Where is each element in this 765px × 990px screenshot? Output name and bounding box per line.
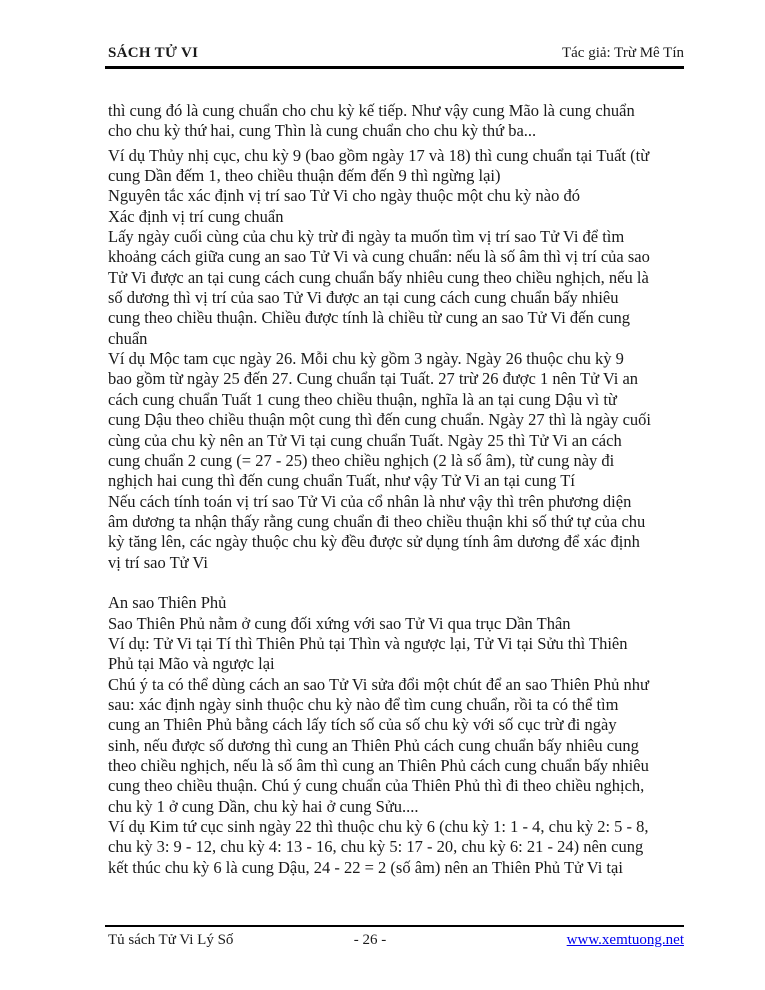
- text-line: Ví dụ Kim tứ cục sinh ngày 22 thì thuộc chu kỳ 6 (chu kỳ 1: 1 - 4, chu kỳ 2: 5 - 8,: [108, 817, 649, 837]
- page-footer: [108, 930, 684, 950]
- body-text: [108, 101, 692, 878]
- text-line: Lấy ngày cuối cùng của chu kỳ trừ đi ngày ta muốn tìm vị trí sao Tử Vi để tìm: [108, 227, 625, 247]
- page-number: - 26 -: [353, 932, 387, 948]
- text-line: kỳ tăng lên, các ngày thuộc chu kỳ đều được sử dụng tính âm dương để xác định: [108, 532, 640, 552]
- section-heading: An sao Thiên Phủ: [108, 593, 227, 613]
- footer-series-title: Tủ sách Tử Vi Lý Số: [108, 932, 234, 948]
- text-line: theo chiều nghịch, nếu là số âm thì cung an Thiên Phủ cách cung chuẩn bấy nhiêu: [108, 756, 649, 775]
- text-line: thì cung đó là cung chuẩn cho chu kỳ kế tiếp. Như vậy cung Mão là cung chuẩn: [108, 101, 635, 120]
- text-line: vị trí sao Tử Vi: [108, 552, 208, 572]
- text-line: Ví dụ Thủy nhị cục, chu kỳ 9 (bao gồm ngày 17 và 18) thì cung chuẩn tại Tuất (từ: [108, 145, 650, 165]
- book-title: SÁCH TỬ VI: [108, 45, 199, 61]
- website-link[interactable]: www.xemtuong.net: [566, 932, 684, 948]
- text-line: cùng của chu kỳ nên an Tử Vi tại cung chuẩn Tuất. Ngày 25 thì Tử Vi an cách: [108, 430, 622, 450]
- text-line: cung Dần đếm 1, theo chiều thuận đếm đến 9 thì ngừng lại): [108, 166, 501, 186]
- text-line: bao gồm từ ngày 25 đến 27. Cung chuẩn tại Tuất. 27 trừ 26 được 1 nên Tử Vi an: [108, 369, 639, 389]
- text-line: Sao Thiên Phủ nằm ở cung đối xứng với sao Tử Vi qua trục Dần Thân: [108, 613, 571, 633]
- text-line: cách cung chuẩn Tuất 1 cung theo chiều thuận, nghĩa là an tại cung Dậu vì từ: [108, 389, 617, 409]
- text-line: cung an Thiên Phủ bằng cách lấy tích số của số chu kỳ với số cục trừ đi ngày: [108, 715, 617, 735]
- text-line: Ví dụ: Tử Vi tại Tí thì Thiên Phủ tại Thìn và ngược lại, Tử Vi tại Sửu thì Thiên: [108, 633, 628, 653]
- text-line: Nếu cách tính toán vị trí sao Tử Vi của cổ nhân là như vậy thì trên phương diện: [108, 491, 632, 511]
- header-rule: [105, 66, 684, 69]
- text-line: nghịch hai cung thì đến cung chuẩn Tuất, như vậy Tử Vi an tại cung Tí: [108, 471, 575, 491]
- author-credit: Tác giả: Trừ Mê Tín: [561, 45, 684, 61]
- text-line: sau: xác định ngày sinh thuộc chu kỳ nào để tìm cung chuẩn, rồi ta có thể tìm: [108, 694, 619, 714]
- footer-rule: [105, 925, 684, 927]
- text-line: kết thúc chu kỳ 6 là cung Dậu, 24 - 22 = 2 (số âm) nên an Thiên Phủ Tử Vi tại: [108, 857, 623, 877]
- text-line: chuẩn: [108, 328, 148, 348]
- text-line: âm dương ta nhận thấy rằng cung chuẩn đi theo chiều thuận khi số thứ tự của chu: [108, 511, 646, 531]
- page-header: [108, 45, 684, 62]
- text-line: Nguyên tắc xác định vị trí sao Tử Vi cho ngày thuộc một chu kỳ nào đó: [108, 186, 580, 206]
- text-line: Ví dụ Mộc tam cục ngày 26. Mỗi chu kỳ gồm 3 ngày. Ngày 26 thuộc chu kỳ 9: [108, 349, 624, 369]
- text-line: Chú ý ta có thể dùng cách an sao Tử Vi sửa đổi một chút để an sao Thiên Phủ như: [108, 674, 649, 694]
- text-line: cho chu kỳ thứ hai, cung Thìn là cung chuẩn cho chu kỳ thứ ba...: [108, 121, 537, 141]
- text-line: cung theo chiều thuận. Chú ý cung chuẩn của Thiên Phủ thì đi theo chiều nghịch,: [108, 776, 645, 796]
- text-line: khoảng cách giữa cung an sao Tử Vi và cung chuẩn: nếu là số âm thì vị trí của sao: [108, 247, 650, 267]
- text-line: chu kỳ 1 ở cung Dần, chu kỳ hai ở cung Sửu....: [108, 796, 419, 816]
- text-line: Phủ tại Mão và ngược lại: [108, 654, 275, 674]
- text-line: số dương thì vị trí của sao Tử Vi được an tại cung cách cung chuẩn bấy nhiêu: [108, 288, 619, 308]
- text-line: cung chuẩn 2 cung (= 27 - 25) theo chiều nghịch (2 là số âm), từ cung này đi: [108, 450, 615, 470]
- text-line: Xác định vị trí cung chuẩn: [108, 206, 284, 226]
- text-line: chu kỳ 3: 9 - 12, chu kỳ 4: 13 - 16, chu kỳ 5: 17 - 20, chu kỳ 6: 21 - 24) nên cung: [108, 837, 644, 857]
- text-line: Tử Vi được an tại cung cách cung chuẩn bấy nhiêu cung theo chiều nghịch, nếu là: [108, 267, 649, 287]
- text-line: sinh, nếu được số dương thì cung an Thiên Phủ cách cung chuẩn bấy nhiêu cung: [108, 735, 639, 755]
- text-line: cung theo chiều thuận. Chiều được tính là chiều từ cung an sao Tử Vi đến cung: [108, 308, 630, 328]
- text-line: cung Dậu theo chiều thuận một cung thì đến cung chuẩn. Ngày 27 thì là ngày cuối: [108, 410, 651, 430]
- blank-line: [108, 573, 692, 593]
